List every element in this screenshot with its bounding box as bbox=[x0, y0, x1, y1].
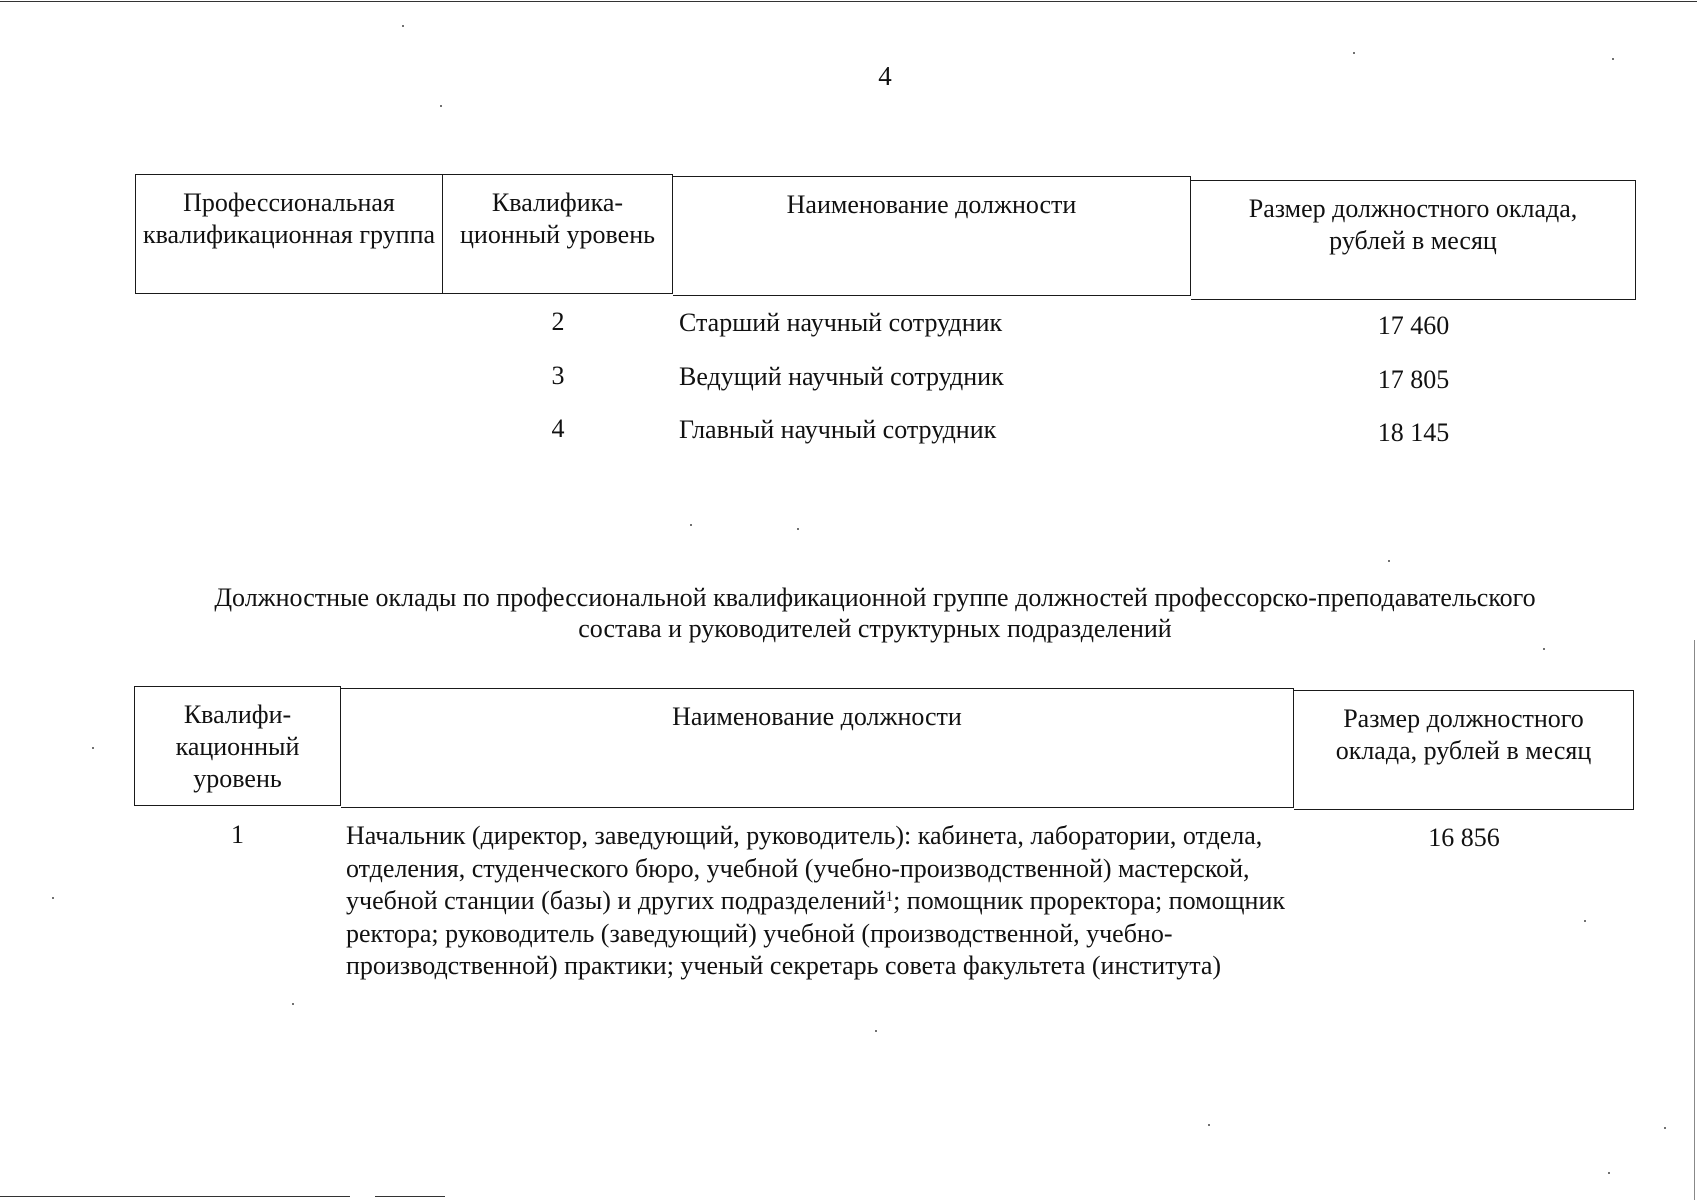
table1-position-cell: Главный научный сотрудник bbox=[679, 415, 997, 444]
table1-header-position: Наименование должности bbox=[673, 176, 1191, 296]
scan-speck bbox=[440, 105, 442, 107]
table1-header-level: Квалифика- ционный уровень bbox=[443, 174, 673, 294]
table1-header-group: Профессиональная квалификационная группа bbox=[135, 174, 443, 294]
scan-speck bbox=[52, 897, 54, 899]
scan-speck bbox=[402, 25, 404, 27]
table2-position-cell bbox=[346, 820, 1296, 983]
scan-speck bbox=[1543, 648, 1545, 650]
scan-edge-bottom bbox=[0, 1196, 350, 1197]
scan-speck bbox=[1208, 1124, 1210, 1126]
table1-salary-cell: 17 805 bbox=[1377, 365, 1450, 394]
table2-header-salary: Размер должностного оклада, рублей в месяц bbox=[1294, 690, 1634, 810]
table1-level-cell: 2 bbox=[551, 307, 565, 336]
scan-speck bbox=[292, 1003, 294, 1005]
position-text: ; помощник проректора; помощник ректора; руководитель (заведующий) учебной (производственной, учебно-производственной) практики; ученый секретарь совета факультета (института) bbox=[346, 886, 1286, 980]
scan-speck bbox=[1608, 1172, 1610, 1174]
scan-edge-right bbox=[1694, 640, 1695, 1200]
scan-speck bbox=[1388, 560, 1390, 562]
table2-header-level: Квалифи- кационный уровень bbox=[134, 686, 341, 806]
page-number: 4 bbox=[878, 61, 892, 91]
table1-level-cell: 4 bbox=[551, 414, 565, 443]
scan-speck bbox=[1664, 1127, 1666, 1129]
footnote-marker: 1 bbox=[885, 889, 894, 905]
section-heading-line2: состава и руководителей структурных подразделений bbox=[578, 614, 1172, 643]
table2-level-cell: 1 bbox=[231, 820, 244, 849]
section-heading-line1: Должностные оклады по профессиональной квалификационной группе должностей профессорско-преподавательского bbox=[214, 583, 1536, 612]
position-text: Начальник (директор, заведующий, руководитель): кабинета, лаборатории, отдела, отделения, студенческого бюро, учебной (учебно-производственной) мастерской, учебной станции (базы) и других подразделений bbox=[346, 821, 1263, 915]
scan-speck bbox=[875, 1030, 877, 1032]
table1-position-cell: Старший научный сотрудник bbox=[679, 308, 1003, 337]
scan-speck bbox=[690, 524, 692, 526]
table1-header-salary: Размер должностного оклада, рублей в месяц bbox=[1191, 180, 1636, 300]
table2-salary-cell: 16 856 bbox=[1428, 823, 1500, 852]
table2-header-position: Наименование должности bbox=[341, 688, 1294, 808]
scan-edge-bottom bbox=[375, 1196, 445, 1197]
table1-salary-cell: 17 460 bbox=[1377, 311, 1450, 340]
section-heading bbox=[130, 582, 1620, 644]
scan-edge-top bbox=[0, 1, 1697, 2]
scan-speck bbox=[1584, 920, 1586, 922]
scan-speck bbox=[92, 747, 94, 749]
scan-speck bbox=[797, 528, 799, 530]
table1-salary-cell: 18 145 bbox=[1377, 418, 1450, 447]
scan-speck bbox=[1353, 52, 1355, 54]
table1-position-cell: Ведущий научный сотрудник bbox=[679, 362, 1004, 391]
table1-level-cell: 3 bbox=[551, 361, 565, 390]
